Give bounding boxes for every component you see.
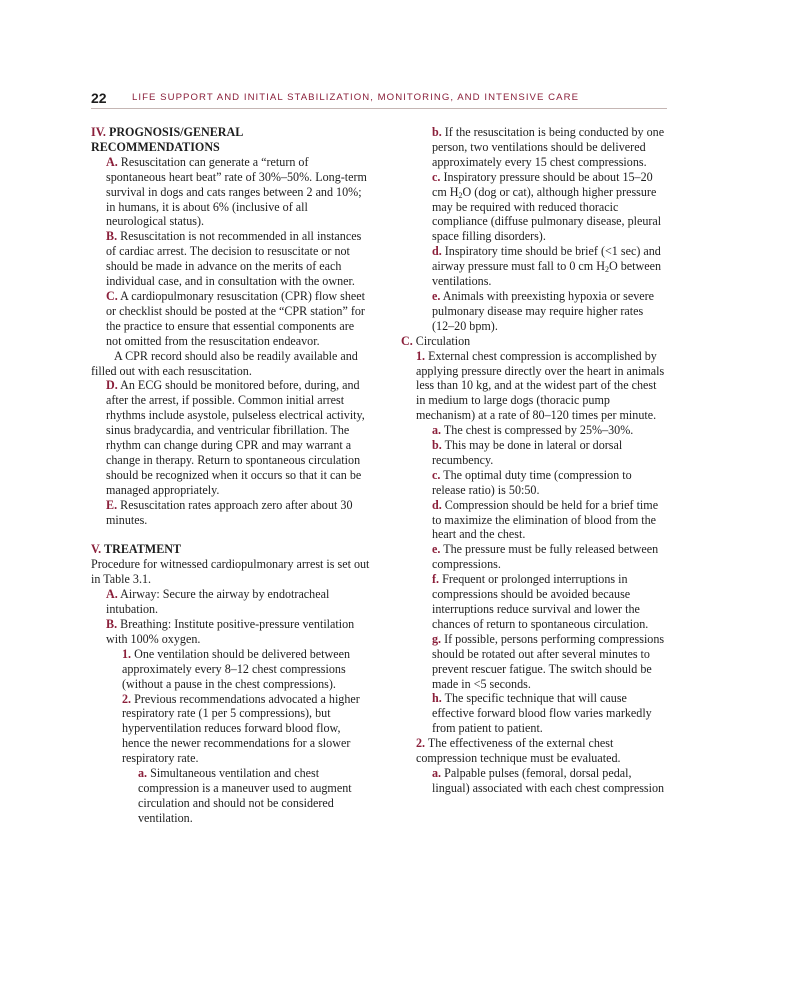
paragraph-V-C-1: 1. External chest compression is accomplished by applying pressure directly over the heart in animals less than 10 kg, and at the widest part of the chest in medium to large dogs (thoracic pump mechanism) at a rate of 80–120 times per minute. bbox=[416, 348, 665, 423]
page-number: 22 bbox=[91, 90, 107, 106]
paragraph-IV-B: B. Resuscitation is not recommended in all instances of cardiac arrest. The decision to resuscitate or not should be made in advance on the merits of each individual case, and in consultation with the owner. bbox=[106, 229, 362, 289]
paragraph-V-C-2-a: a. Palpable pulses (femoral, dorsal pedal, lingual) associated with each chest compression bbox=[432, 765, 665, 795]
paragraph-V-C-2: 2. The effectiveness of the external chest compression technique must be evaluated. bbox=[416, 736, 621, 766]
paragraph-V-B-2-d: d. Inspiratory time should be brief (<1 sec) and airway pressure must fall to 0 cm $H_2O$ between ventilations. bbox=[432, 244, 662, 289]
paragraph-V-B-2-a: a. Simultaneous ventilation and chest compression is a maneuver used to augment circulation and should not be considered ventilation. bbox=[138, 766, 352, 825]
paragraph-IV-C-continued: A CPR record should also be readily available and filled out with each resuscitation. bbox=[91, 348, 358, 378]
paragraph-V-C-1-d: d. Compression should be held for a brief time to maximize the elimination of blood from the heart and the chest. bbox=[432, 497, 659, 542]
paragraph-V-B-2-c: c. Inspiratory pressure should be about 15–20 cm $H_2O$ (dog or cat), although higher pressure may be required with reduced thoracic compliance (diffuse pulmonary disease, pleural space filling disorders). bbox=[432, 169, 662, 244]
paragraph-IV-C: C. A cardiopulmonary resuscitation (CPR) flow sheet or checklist should be posted at the “CPR station” for the practice to ensure that essential components are not omitted from the resuscitation endeavor. bbox=[106, 288, 365, 348]
paragraph-V-B-2-b: b. If the resuscitation is being conducted by one person, two ventilations should be delivered approximately every 15 chest compressions. bbox=[432, 125, 665, 169]
treatment-intro: Procedure for witnessed cardiopulmonary arrest is set out in Table 3.1. bbox=[91, 557, 370, 587]
paragraph-V-A: A. Airway: Secure the airway by endotracheal intubation. bbox=[106, 587, 330, 617]
section-heading-treatment: V. TREATMENT bbox=[91, 542, 182, 557]
paragraph-IV-A: A. Resuscitation can generate a “return of spontaneous heart beat” rate of 30%–50%. Long-term survival in dogs and cats ranges between 2 and 10%; in humans, it is about 6% (inclusive of all neurological status). bbox=[106, 154, 367, 229]
paragraph-V-C-1-h: h. The specific technique that will cause effective forward blood flow varies markedly from patient to patient. bbox=[432, 691, 652, 736]
paragraph-V-C-1-c: c. The optimal duty time (compression to release ratio) is 50:50. bbox=[432, 467, 632, 497]
paragraph-V-C: C. Circulation bbox=[401, 333, 471, 348]
paragraph-V-C-1-f: f. Frequent or prolonged interruptions in compressions should be avoided because interruptions reduce survival and lower the chances of return to spontaneous circulation. bbox=[432, 572, 649, 631]
paragraph-V-B-2-e: e. Animals with preexisting hypoxia or severe pulmonary disease may require higher rates (12–20 bpm). bbox=[432, 288, 655, 333]
paragraph-V-B: B. Breathing: Institute positive-pressure ventilation with 100% oxygen. bbox=[106, 617, 355, 646]
paragraph-V-C-1-a: a. The chest is compressed by 25%–30%. bbox=[432, 423, 634, 438]
paragraph-V-C-1-b: b. This may be done in lateral or dorsal recumbency. bbox=[432, 438, 623, 467]
paragraph-V-C-1-g: g. If possible, persons performing compressions should be rotated out after several minutes to prevent rescuer fatigue. The switch should be made in <5 seconds. bbox=[432, 631, 665, 691]
running-title: LIFE SUPPORT AND INITIAL STABILIZATION, MONITORING, AND INTENSIVE CARE bbox=[132, 92, 580, 103]
right-column bbox=[401, 125, 667, 796]
left-column bbox=[91, 125, 370, 826]
paragraph-V-B-1: 1. One ventilation should be delivered between approximately every 8–12 chest compressions (without a pause in the chest compressions). bbox=[122, 646, 351, 691]
paragraph-V-C-1-e: e. The pressure must be fully released between compressions. bbox=[432, 542, 659, 572]
paragraph-V-B-2: 2. Previous recommendations advocated a higher respiratory rate (1 per 5 compressions), but hyperventilation reduces forward blood flow, hence the newer recommendations for a slower respiratory rate. bbox=[122, 691, 360, 766]
running-header bbox=[91, 90, 667, 109]
section-heading-prognosis: IV. PROGNOSIS/GENERAL RECOMMENDATIONS bbox=[91, 125, 243, 154]
paragraph-IV-D: D. An ECG should be monitored before, during, and after the arrest, if possible. Common initial arrest rhythms include asystole, pulseless electrical activity, sinus bradycardia, and ventricular fibrillation. The rhythm can change during CPR and may warrant a change in therapy. Return to spontaneous circulation should be recognized when it occurs so that it can be managed appropriately. bbox=[106, 378, 365, 497]
paragraph-IV-E: E. Resuscitation rates approach zero after about 30 minutes. bbox=[106, 497, 353, 527]
